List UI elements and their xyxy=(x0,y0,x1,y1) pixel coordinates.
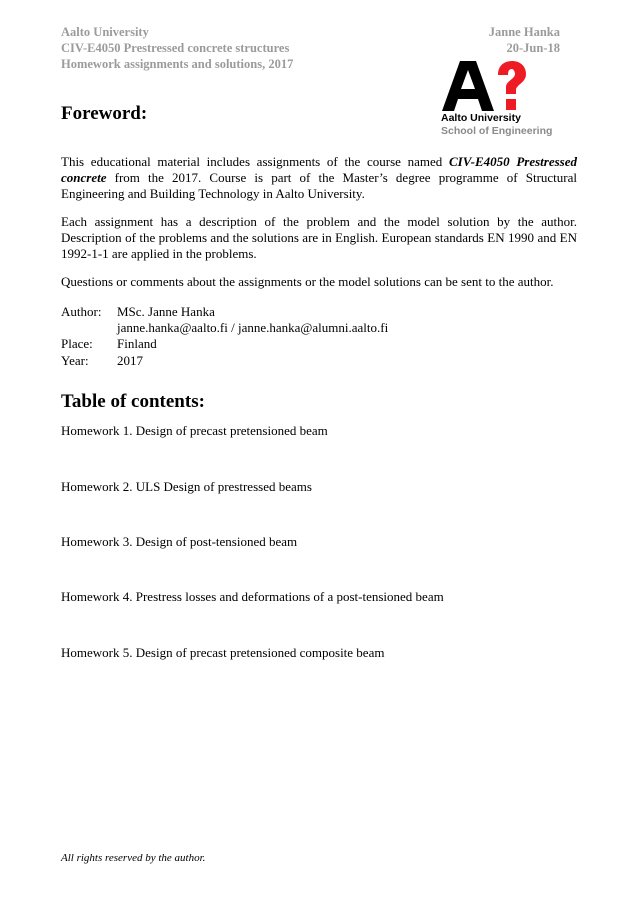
header-left xyxy=(61,24,293,72)
foreword-paragraph-3: Questions or comments about the assignments or the model solutions can be sent to the author. xyxy=(61,274,554,289)
place-value: Finland xyxy=(117,336,157,352)
aalto-logo xyxy=(441,61,561,141)
place-row xyxy=(61,336,388,352)
toc-item-homework-1: Homework 1. Design of precast pretensioned beam xyxy=(61,423,328,438)
toc-item-homework-5: Homework 5. Design of precast pretensioned composite beam xyxy=(61,645,385,660)
foreword-title: Foreword: xyxy=(61,103,148,124)
author-name: MSc. Janne Hanka xyxy=(117,304,215,319)
year-value: 2017 xyxy=(117,352,143,368)
logo-university: Aalto University xyxy=(441,112,521,124)
toc-item-homework-3: Homework 3. Design of post-tensioned beam xyxy=(61,534,298,549)
header-author: Janne Hanka xyxy=(488,25,560,39)
document-meta xyxy=(61,304,388,369)
header-course: CIV-E4050 Prestressed concrete structures xyxy=(61,41,290,55)
place-label: Place: xyxy=(61,336,93,352)
course-name: CIV-E4050 Prestressed concrete xyxy=(61,154,577,186)
header-date: 20-Jun-18 xyxy=(506,41,560,55)
author-label: Author: xyxy=(61,304,102,319)
foreword-paragraph-1 xyxy=(61,154,577,203)
foreword-paragraph-2: Each assignment has a description of the problem and the model solution by the author. Description of the problems and the solutions are in English. European standards EN 1990 and EN 1992-1-1 are applied in the problems. xyxy=(61,214,577,262)
footer-copyright: All rights reserved by the author. xyxy=(61,852,206,864)
author-email: janne.hanka@aalto.fi / janne.hanka@alumni.aalto.fi xyxy=(117,320,389,336)
logo-school: School of Engineering xyxy=(441,125,553,137)
foreword-p1-text-b: from the 2017. Course is part of the Master’s degree programme of Structural Engineering and Building Technology in Aalto University. xyxy=(61,170,577,202)
foreword-p1-text-a: This educational material includes assignments of the course named xyxy=(61,154,449,169)
header-document: Homework assignments and solutions, 2017 xyxy=(61,57,294,71)
toc-item-homework-4: Homework 4. Prestress losses and deformations of a post-tensioned beam xyxy=(61,589,444,604)
toc-title: Table of contents: xyxy=(61,391,205,412)
author-row xyxy=(61,304,388,320)
email-row xyxy=(61,320,388,336)
header-right xyxy=(489,24,560,56)
toc-item-homework-2: Homework 2. ULS Design of prestressed beams xyxy=(61,479,312,494)
header-university: Aalto University xyxy=(61,25,149,39)
year-label: Year: xyxy=(61,352,89,368)
aalto-logo-mark-icon xyxy=(442,61,526,111)
year-row xyxy=(61,353,388,369)
